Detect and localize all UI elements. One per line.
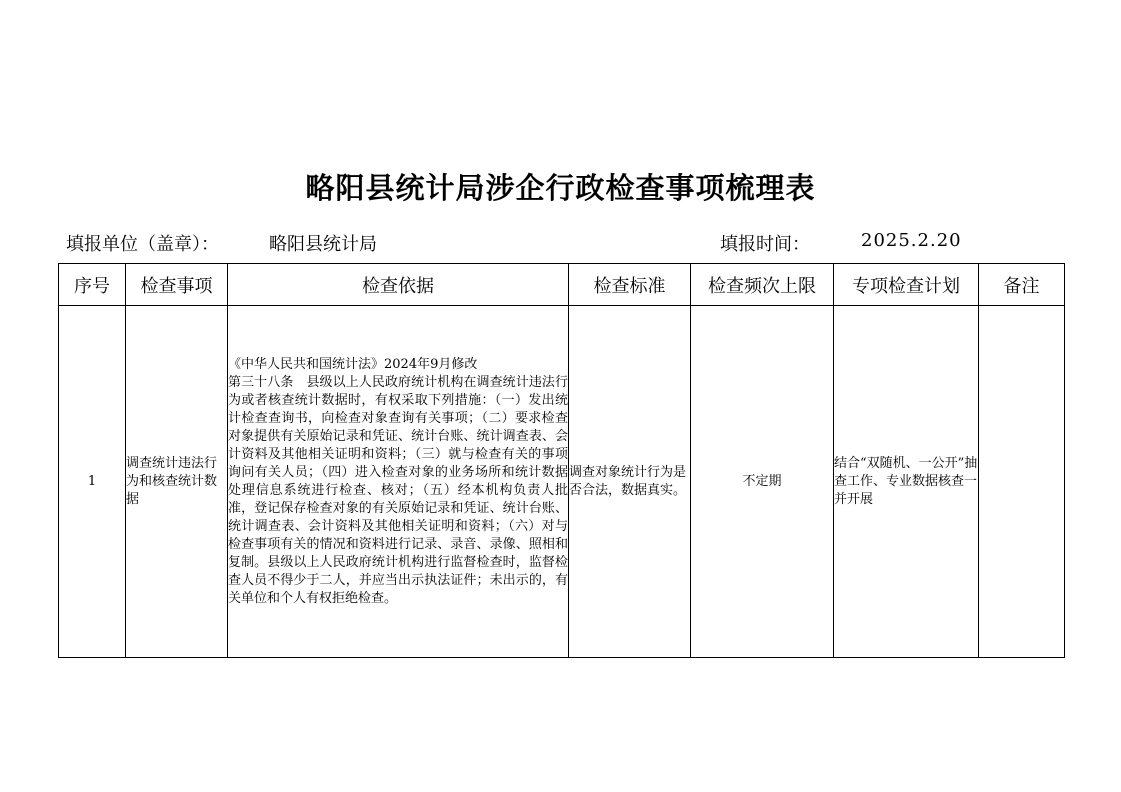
cell-plan: 结合“双随机、一公开”抽查工作、专业数据核查一并开展 [834, 306, 979, 658]
cell-basis [228, 306, 569, 658]
cell-remark [979, 306, 1065, 658]
cell-standard: 调查对象统计行为是否合法，数据真实。 [569, 306, 691, 658]
table-header-row [59, 264, 1065, 306]
date-label: 填报时间： [720, 234, 810, 255]
cell-frequency: 不定期 [691, 306, 834, 658]
basis-text: 第三十八条 县级以上人民政府统计机构在调查统计违法行为或者核查统计数据时，有权采取下列措施：（一）发出统计检查查询书，向检查对象查询有关事项；（二）要求检查对象提供有关原始记录和凭证、统计台账、统计调查表、会计资料及其他相关证明和资料；（三）就与检查有关的事项询问有关人员；（四）进入检查对象的业务场所和统计数据处理信息系统进行检查、核对；（五）经本机构负责人批准，登记保存检查对象的有关原始记录和凭证、统计台账、统计调查表、会计资料及其他相关证明和资料；（六）对与检查事项有关的情况和资料进行记录、录音、录像、照相和复制。县级以上人民政府统计机构进行监督检查时，监督检查人员不得少于二人，并应当出示执法证件；未出示的，有关单位和个人有权拒绝检查。 [228, 374, 568, 606]
unit-label: 填报单位（盖章）： [66, 234, 219, 255]
header-standard: 检查标准 [569, 264, 691, 306]
inspection-table [58, 263, 1065, 658]
page-title: 略阳县统计局涉企行政检查事项梳理表 [305, 171, 816, 205]
basis-title: 《中华人民共和国统计法》2024年9月修改 [228, 356, 478, 372]
date-value: 2025.2.20 [861, 230, 962, 251]
table-row [59, 306, 1065, 658]
header-remark: 备注 [979, 264, 1065, 306]
header-plan: 专项检查计划 [834, 264, 979, 306]
header-basis: 检查依据 [228, 264, 569, 306]
cell-item: 调查统计违法行为和核查统计数据 [126, 306, 228, 658]
header-seq: 序号 [59, 264, 126, 306]
cell-seq: 1 [59, 306, 126, 658]
header-frequency: 检查频次上限 [691, 264, 834, 306]
unit-value: 略阳县统计局 [269, 234, 377, 255]
header-item: 检查事项 [126, 264, 228, 306]
